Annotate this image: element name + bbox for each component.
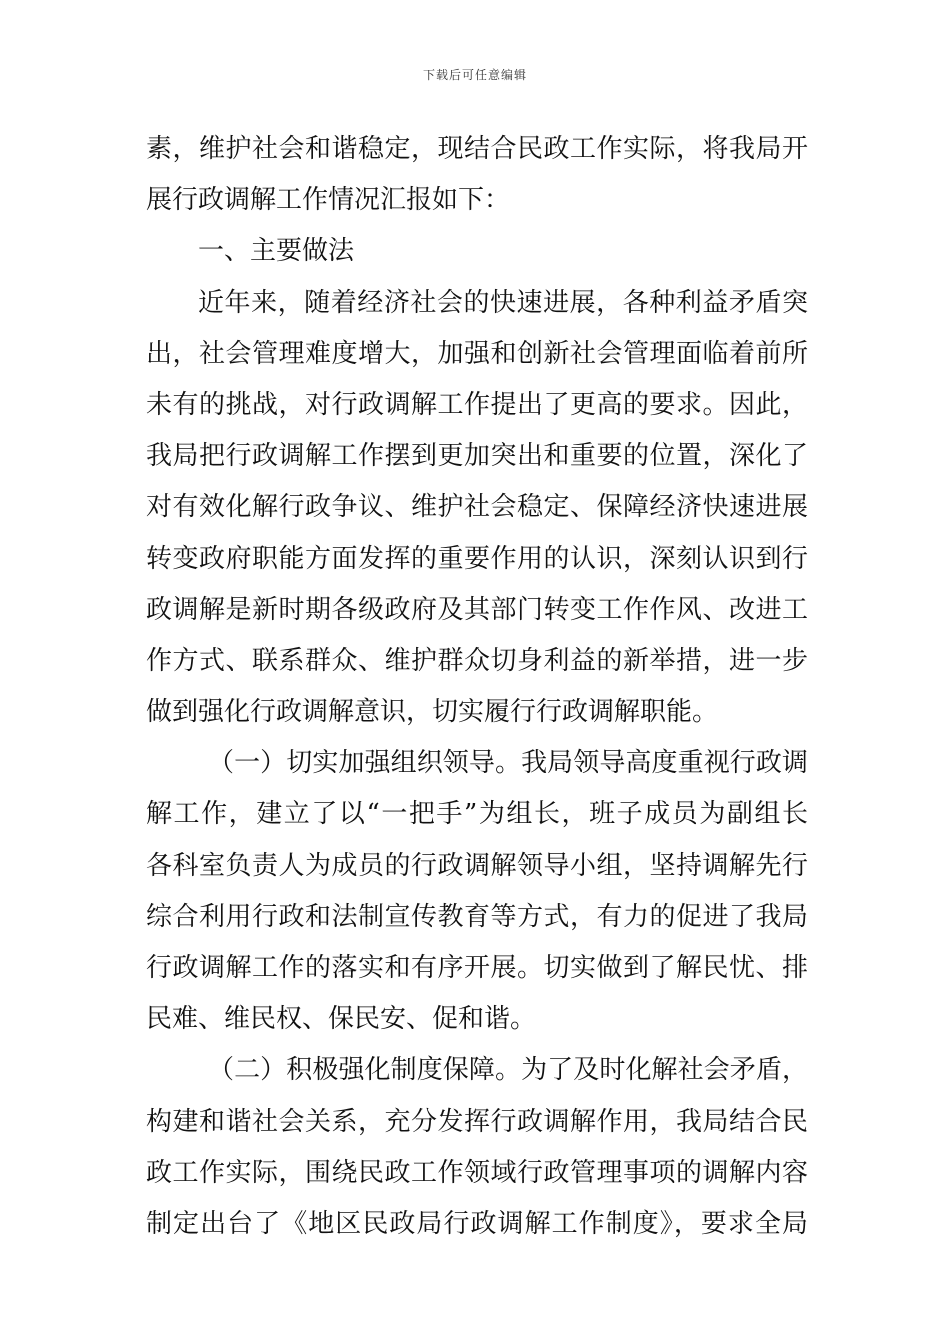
paragraph-first-line: （一）切实加强组织领导。我局领导高度重视行政调 bbox=[208, 748, 808, 779]
text-line: 对有效化解行政争议、维护社会稳定、保障经济快速进展 bbox=[146, 492, 808, 523]
text-line: 政调解是新时期各级政府及其部门转变工作作风、改进工 bbox=[146, 594, 808, 625]
text-line: 制定出台了《地区民政局行政调解工作制度》，要求全局 bbox=[146, 1208, 808, 1239]
paragraph-first-line: 近年来，随着经济社会的快速进展，各种利益矛盾突 bbox=[198, 287, 808, 318]
text-line: 构建和谐社会关系，充分发挥行政调解作用，我局结合民 bbox=[146, 1106, 808, 1137]
text-line: 未有的挑战，对行政调解工作提出了更高的要求。因此， bbox=[146, 389, 808, 420]
text-line: 素，维护社会和谐稳定，现结合民政工作实际，将我局开 bbox=[146, 134, 808, 164]
text-line: 作方式、联系群众、维护群众切身利益的新举措，进一步 bbox=[146, 645, 808, 676]
section-heading: 一、主要做法 bbox=[198, 236, 355, 267]
text-line: 出，社会管理难度增大，加强和创新社会管理面临着前所 bbox=[146, 338, 808, 369]
text-line: 我局把行政调解工作摆到更加突出和重要的位置，深化了 bbox=[146, 441, 808, 472]
text-line: 各科室负责人为成员的行政调解领导小组，坚持调解先行 bbox=[146, 850, 808, 881]
document-body bbox=[146, 124, 808, 1250]
page-header-note: 下载后可任意编辑 bbox=[422, 68, 527, 82]
text-line: 综合利用行政和法制宣传教育等方式，有力的促进了我局 bbox=[146, 901, 808, 932]
text-line: 政工作实际，围绕民政工作领域行政管理事项的调解内容 bbox=[146, 1157, 808, 1188]
text-line: 解工作，建立了以“一把手”为组长，班子成员为副组长 bbox=[146, 799, 808, 830]
text-line: 民难、维民权、保民安、促和谐。 bbox=[146, 1004, 537, 1035]
text-line: 展行政调解工作情况汇报如下： bbox=[146, 185, 511, 216]
paragraph-first-line: （二）积极强化制度保障。为了及时化解社会矛盾， bbox=[208, 1055, 808, 1086]
text-line: 做到强化行政调解意识，切实履行行政调解职能。 bbox=[146, 697, 719, 728]
text-line: 行政调解工作的落实和有序开展。切实做到了解民忧、排 bbox=[146, 953, 808, 983]
text-line: 转变政府职能方面发挥的重要作用的认识，深刻认识到行 bbox=[146, 543, 808, 574]
